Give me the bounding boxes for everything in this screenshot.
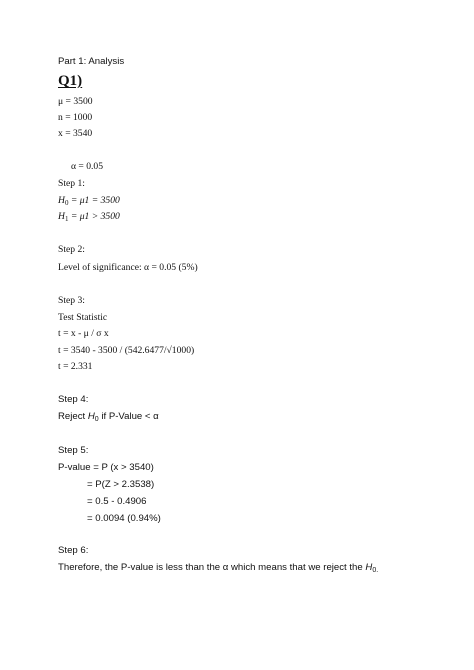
step6-label: Step 6: [58, 545, 89, 556]
step5-label: Step 5: [58, 445, 89, 456]
given-alpha: α = 0.05 [71, 161, 104, 172]
significance-level: Level of significance: α = 0.05 (5%) [58, 262, 198, 273]
h0-subscript: 0 [64, 199, 69, 207]
given-n: n = 1000 [58, 112, 93, 123]
p-value-line-1: P-value = P (x > 3540) [58, 462, 154, 473]
h1-symbol: H [58, 211, 65, 222]
null-hypothesis [58, 196, 120, 206]
given-mu: μ = 3500 [58, 96, 93, 107]
part-title: Part 1: Analysis [58, 56, 125, 67]
h0-subscript: 0. [372, 567, 379, 574]
given-x: x = 3540 [58, 128, 93, 139]
step3-label: Step 3: [58, 295, 85, 306]
rejection-text-after: if P-Value < α [98, 411, 159, 422]
h0-subscript: 0 [94, 416, 99, 423]
alternative-hypothesis [58, 212, 120, 222]
p-value-line-2: = P(Z > 2.3538) [87, 479, 155, 490]
conclusion-text: Therefore, the P-value is less than the α which means that we reject the [58, 562, 366, 573]
p-value-line-3: = 0.5 - 0.4906 [87, 496, 147, 507]
h0-expression: = μ1 = 3500 [70, 195, 120, 206]
conclusion [58, 563, 378, 573]
question-heading: Q1) [58, 73, 83, 89]
test-statistic-substitution: t = 3540 - 3500 / (542.6477/√1000) [58, 345, 195, 356]
test-statistic-result: t = 2.331 [58, 361, 93, 372]
step4-label: Step 4: [58, 394, 89, 405]
h0-symbol: H [58, 195, 65, 206]
step2-label: Step 2: [58, 244, 85, 255]
h1-subscript: 1 [64, 215, 69, 223]
p-value-line-4: = 0.0094 (0.94%) [87, 513, 161, 524]
h0-symbol: H [365, 562, 373, 573]
step1-label: Step 1: [58, 178, 85, 189]
test-statistic-title: Test Statistic [58, 312, 108, 323]
h0-symbol: H [87, 411, 95, 422]
test-statistic-formula: t = x - μ / σ x [58, 328, 109, 339]
h1-expression: = μ1 > 3500 [70, 211, 120, 222]
rejection-rule [58, 412, 159, 422]
rejection-text-before: Reject [58, 411, 88, 422]
